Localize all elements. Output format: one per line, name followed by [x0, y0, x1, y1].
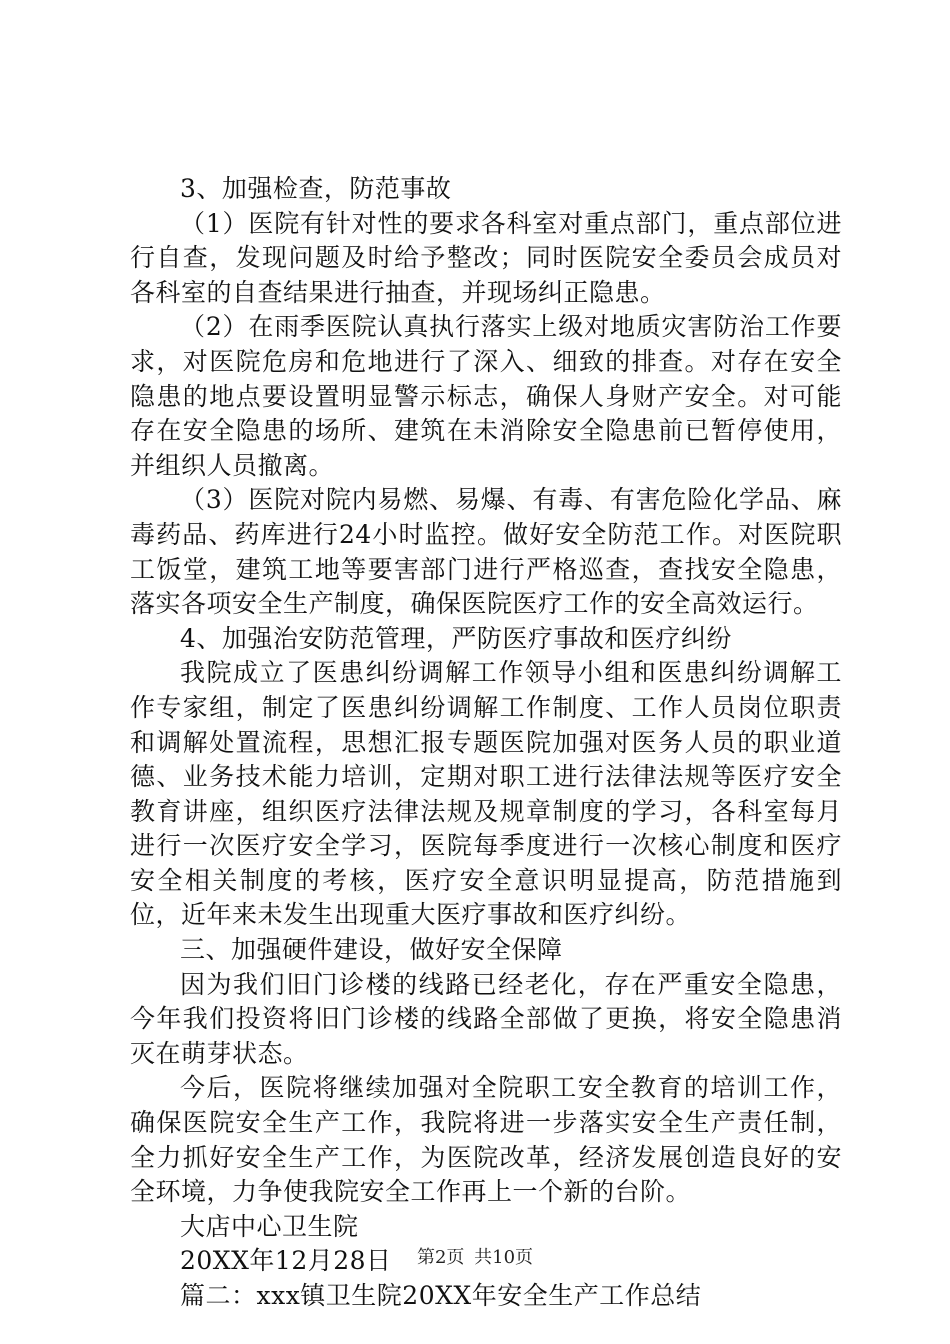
paragraph-item-1: （1）医院有针对性的要求各科室对重点部门，重点部位进行自查，发现问题及时给予整改；同时医院安全委员会成员对各科室的自查结果进行抽查，并现场纠正隐患。 [130, 208, 842, 307]
paragraph-item-3: （3）医院对院内易燃、易爆、有毒、有害危险化学品、麻毒药品、药库进行24小时监控。做好安全防范工作。对医院职工饭堂，建筑工地等要害部门进行严格巡查，查找安全隐患，落实各项安全生产制度，确保医院医疗工作的安全高效运行。 [130, 485, 842, 619]
next-article-title: 篇二：xxx镇卫生院20XX年安全生产工作总结 [180, 1281, 702, 1310]
section-heading-security: 4、加强治安防范管理，严防医疗事故和医疗纠纷 [180, 623, 732, 653]
page-total: 共10页 [474, 1247, 534, 1268]
section-heading-inspection: 3、加强检查，防范事故 [180, 174, 452, 203]
paragraph-item-2: （2）在雨季医院认真执行落实上级对地质灾害防治工作要求，对医院危房和危地进行了深入、细致的排查。对存在安全隐患的地点要设置明显警示标志，确保人身财产安全。对可能存在安全隐患的场所、建筑在未消除安全隐患前已暂停使用，并组织人员撤离。 [130, 312, 842, 480]
paragraph-dispute-mediation: 我院成立了医患纠纷调解工作领导小组和医患纠纷调解工作专家组，制定了医患纠纷调解工作制度、工作人员岗位职责和调解处置流程，思想汇报专题医院加强对医务人员的职业道德、业务技术能力培训，定期对职工进行法律法规等医疗安全教育讲座，组织医疗法律法规及规章制度的学习，各科室每月进行一次医疗安全学习，医院每季度进行一次核心制度和医疗安全相关制度的考核，医疗安全意识明显提高，防范措施到位，近年来未发生出现重大医疗事故和医疗纠纷。 [130, 658, 842, 930]
signature-organization: 大店中心卫生院 [180, 1211, 359, 1241]
paragraph-wiring: 因为我们旧门诊楼的线路已经老化，存在严重安全隐患，今年我们投资将旧门诊楼的线路全部做了更换，将安全隐患消灭在萌芽状态。 [130, 969, 842, 1068]
paragraph-future: 今后，医院将继续加强对全院职工安全教育的培训工作，确保医院安全生产工作，我院将进一步落实安全生产责任制，全力抓好安全生产工作，为医院改革，经济发展创造良好的安全环境，力争使我院安全工作再上一个新的台阶。 [130, 1073, 842, 1207]
document-body [130, 172, 842, 1314]
page-number: 第2页 [416, 1247, 465, 1268]
signature-date: 20XX年12月28日 [180, 1246, 392, 1276]
section-heading-hardware: 三、加强硬件建设，做好安全保障 [180, 935, 563, 965]
page-footer [0, 1243, 950, 1269]
